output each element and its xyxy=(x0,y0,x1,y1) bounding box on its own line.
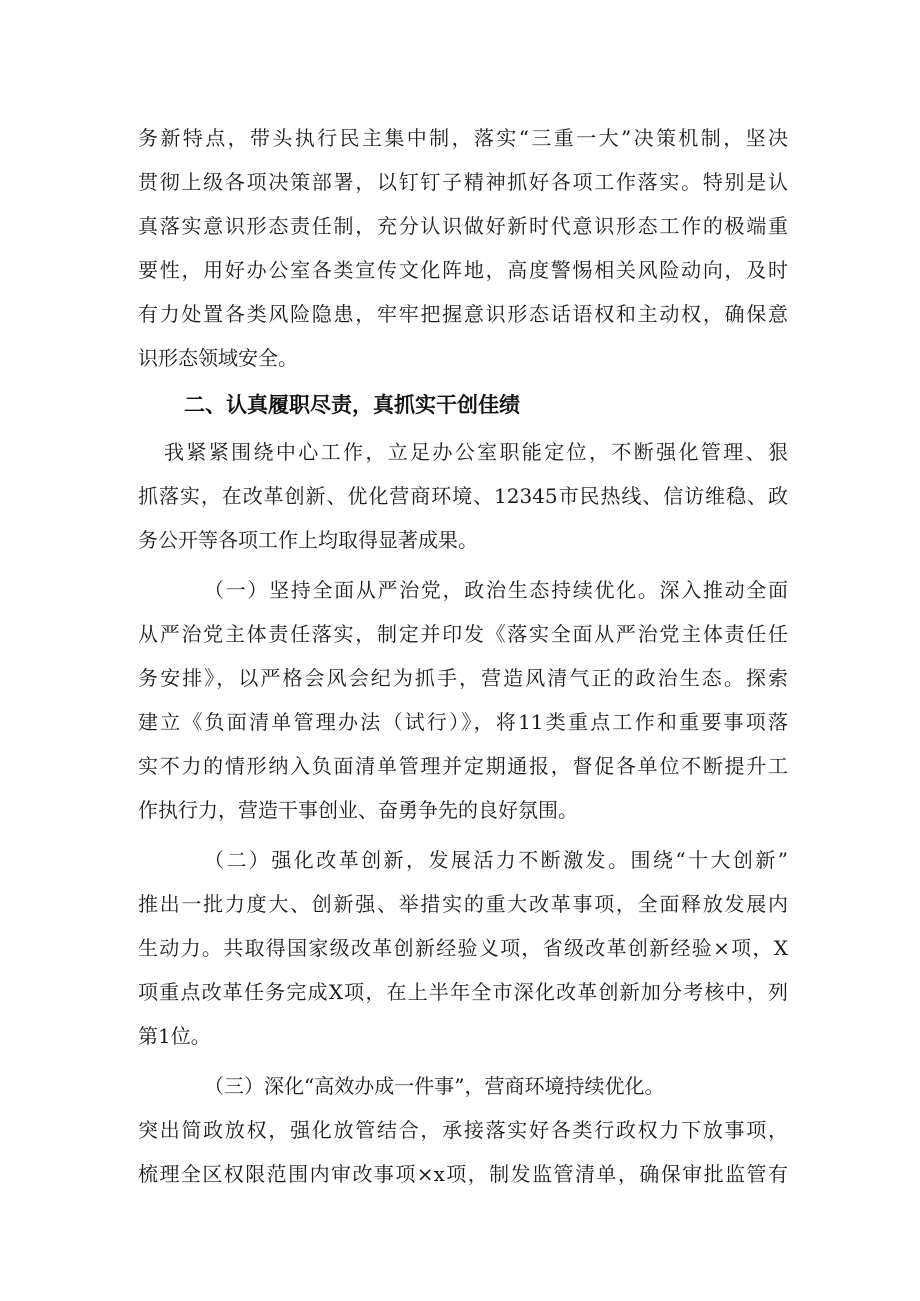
text-line: （一）坚持全面从严治党，政治生态持续优化。深入推动全面 xyxy=(204,578,788,602)
text-line: 要性，用好办公室各类宣传文化阵地，高度警惕相关风险动向，及时 xyxy=(138,258,788,282)
item-2-paragraph xyxy=(138,838,788,1058)
text-line: 建立《负面清单管理办法（试行）》，将11类重点工作和重要事项落 xyxy=(138,710,788,734)
text-line: 推出一批力度大、创新强、举措实的重大改革事项，全面释放发展内 xyxy=(138,892,788,916)
text-line: 从严治党主体责任落实，制定并印发《落实全面从严治党主体责任任 xyxy=(138,622,788,646)
text-line: 第1位。 xyxy=(138,1024,211,1048)
text-line: 有力处置各类风险隐患，牢牢把握意识形态话语权和主动权，确保意 xyxy=(138,302,788,326)
text-line: 项重点改革任务完成X项，在上半年全市深化改革创新加分考核中，列 xyxy=(138,980,788,1004)
section-heading: 二、认真履职尽责，真抓实干创佳绩 xyxy=(184,393,520,417)
text-line: 抓落实，在改革创新、优化营商环境、12345市民热线、信访维稳、政 xyxy=(138,484,788,508)
text-line: 务公开等各项工作上均取得显著成果。 xyxy=(138,528,478,552)
text-line: 实不力的情形纳入负面清单管理并定期通报，督促各单位不断提升工 xyxy=(138,754,788,778)
document-body xyxy=(138,116,788,1196)
text-line: （二）强化改革创新，发展活力不断激发。围绕“十大创新” xyxy=(204,848,788,872)
item-1-paragraph xyxy=(138,568,788,832)
text-line: （三）深化“高效办成一件事”，营商环境持续优化。 xyxy=(204,1074,665,1098)
text-line: 务新特点，带头执行民主集中制，落实“三重一大”决策机制，坚决 xyxy=(138,126,788,150)
item-3-paragraph xyxy=(138,1064,788,1196)
text-line: 我紧紧围绕中心工作，立足办公室职能定位，不断强化管理、狠 xyxy=(164,440,788,464)
text-line: 识形态领域安全。 xyxy=(138,346,298,370)
text-line: 贯彻上级各项决策部署，以钉钉子精神抓好各项工作落实。特别是认 xyxy=(138,170,788,194)
text-line: 生动力。共取得国家级改革创新经验义项，省级改革创新经验×项，X xyxy=(138,936,788,960)
text-line: 真落实意识形态责任制，充分认识做好新时代意识形态工作的极端重 xyxy=(138,214,788,238)
text-line: 梳理全区权限范围内审改事项×x项，制发监管清单，确保审批监管有 xyxy=(138,1162,788,1186)
intro-paragraph xyxy=(138,116,788,380)
text-line: 作执行力，营造干事创业、奋勇争先的良好氛围。 xyxy=(138,798,578,822)
text-line: 务安排》，以严格会风会纪为抓手，营造风清气正的政治生态。探索 xyxy=(138,666,788,690)
text-line: 突出简政放权，强化放管结合，承接落实好各类行政权力下放事项， xyxy=(138,1118,788,1142)
section-intro-paragraph xyxy=(138,430,788,562)
